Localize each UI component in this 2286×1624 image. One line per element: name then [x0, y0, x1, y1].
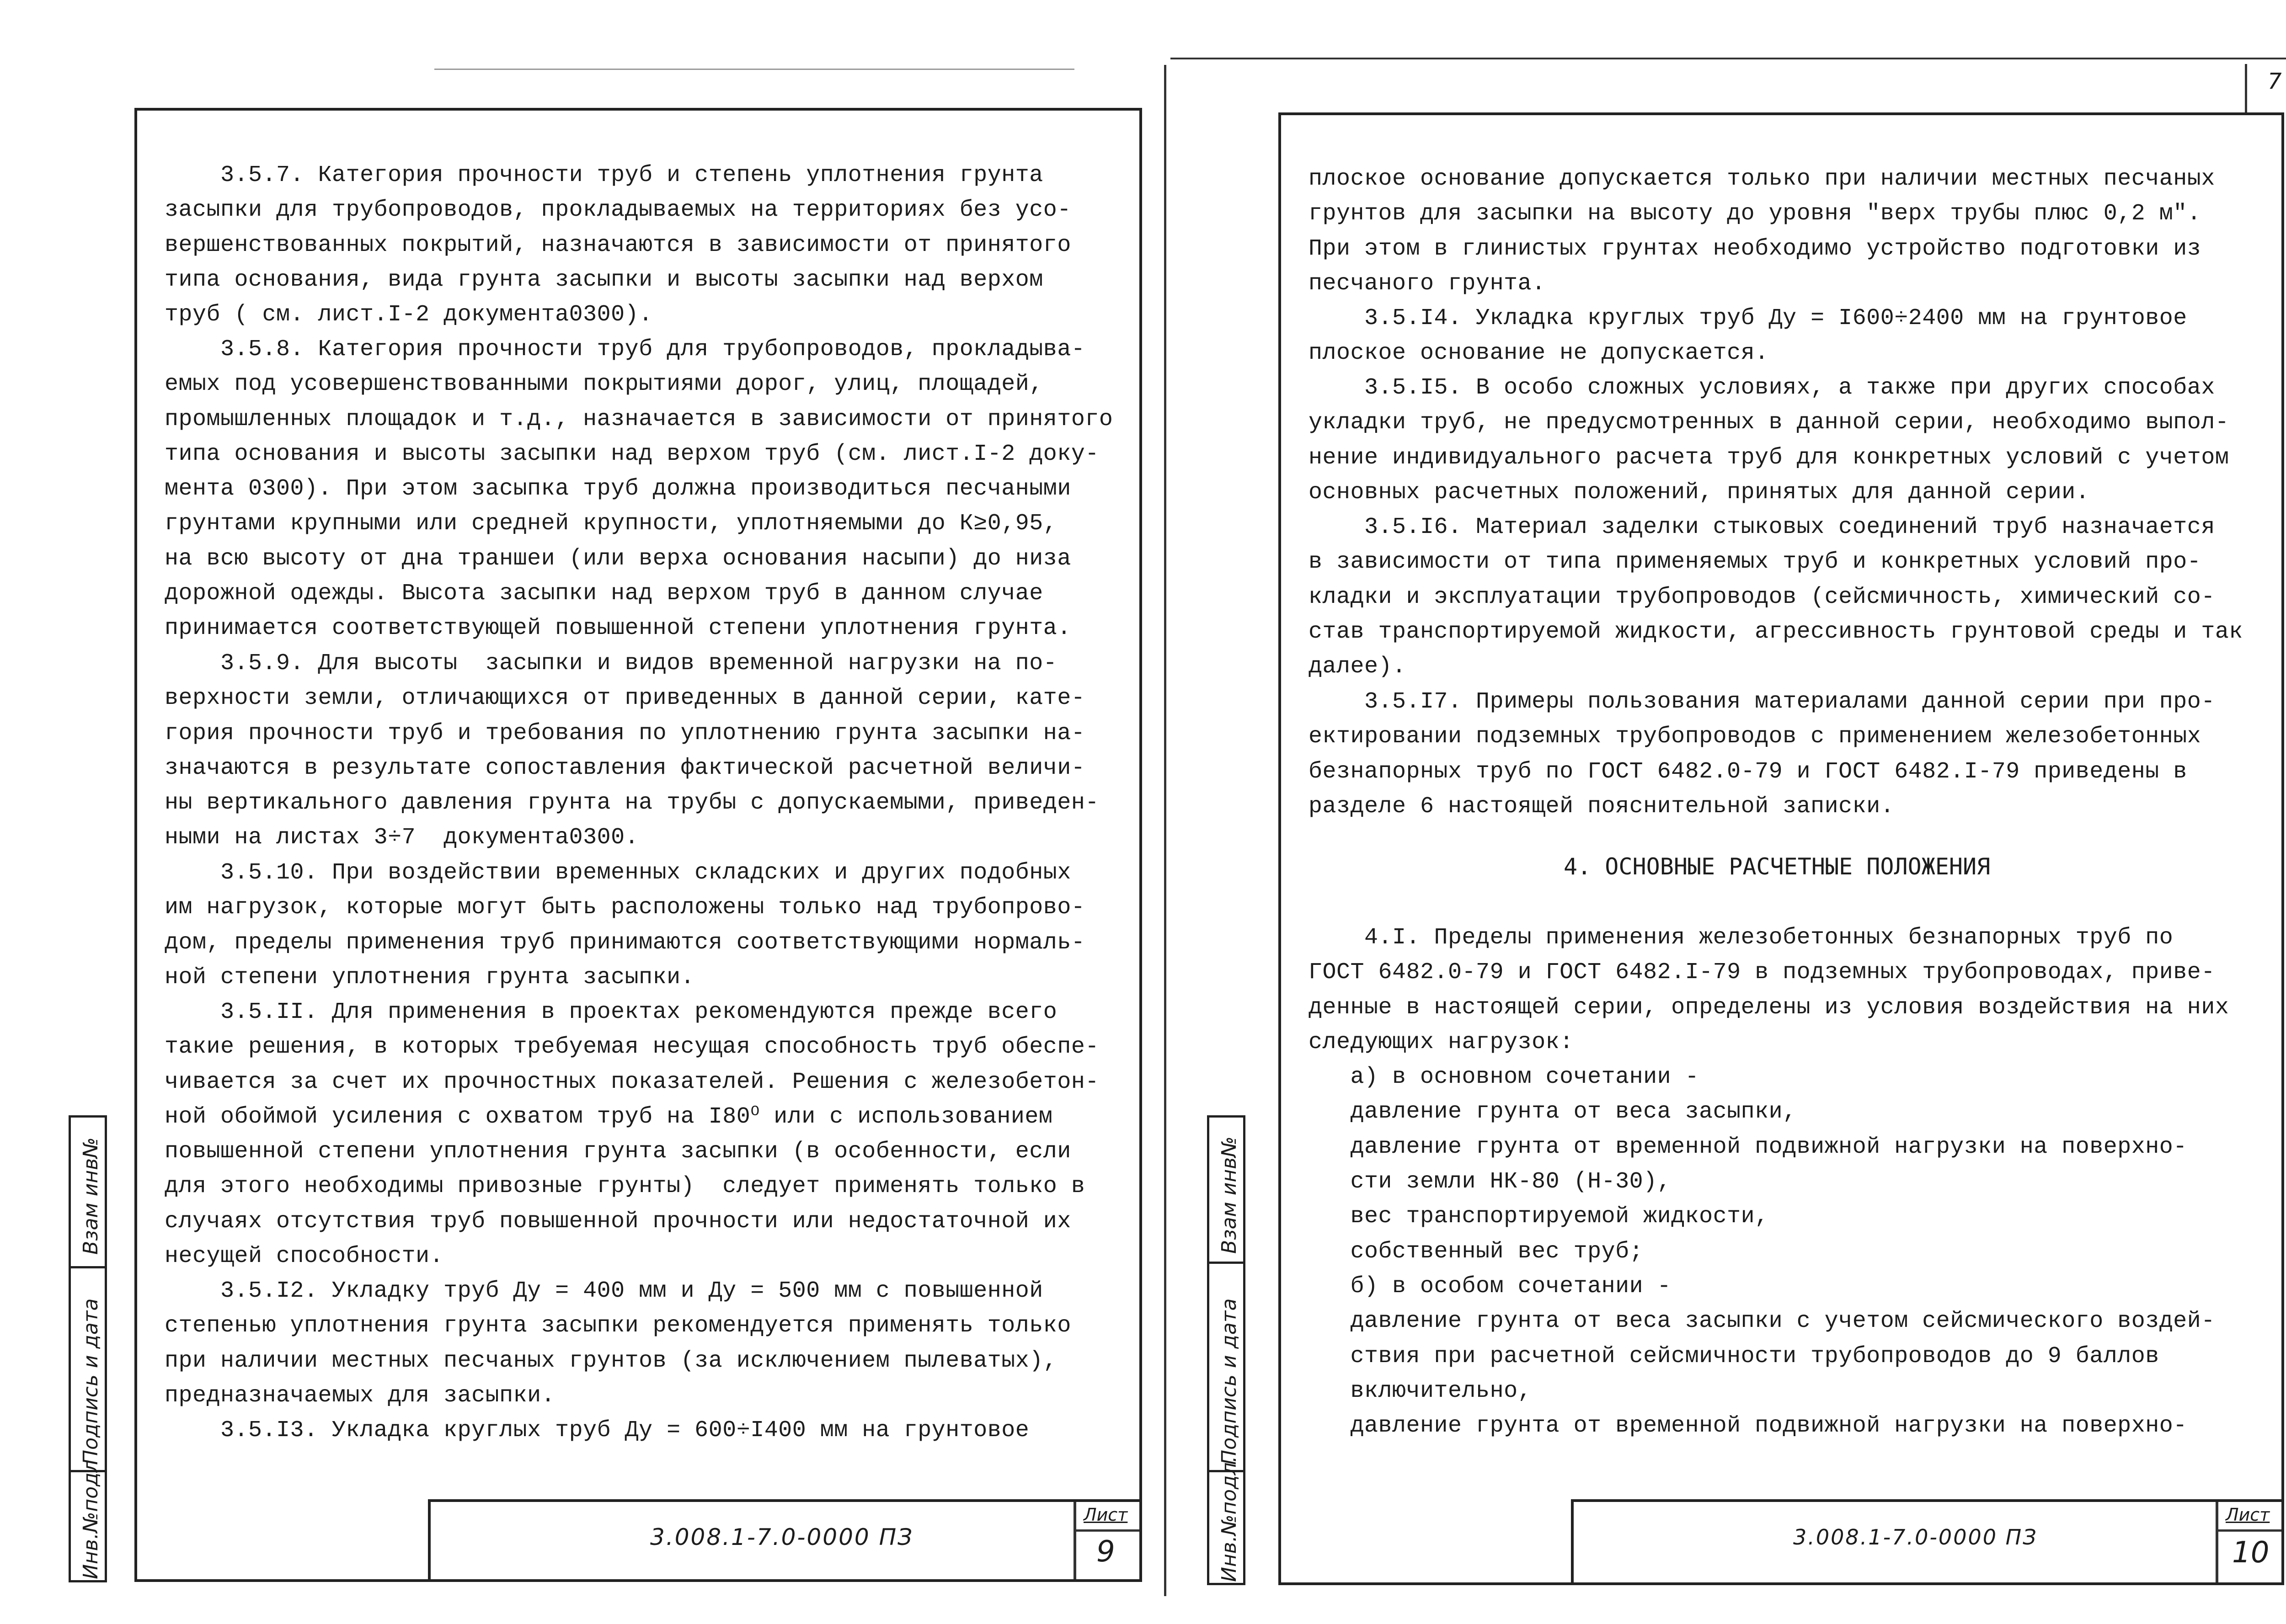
- paragraph-3-5-7: 3.5.7. Категория прочности труб и степень уплотнения грунта засыпки для трубопроводов, прокладываемых на территориях без усо- вершенствованных покрытий, назначаются в зависимости от принятого типа основания, вида грунта засыпки и высоты засыпки над верхом труб ( см. лист.I-2 документа0300).: [165, 162, 1071, 328]
- right-doc-code: 3.008.1-7.0-0000 ПЗ: [1793, 1525, 2038, 1549]
- paragraph-3-5-13: 3.5.I3. Укладка круглых труб Ду = 600÷I400 мм на грунтовое: [165, 1417, 1030, 1443]
- right-side-label-inventory: Инв.№подл.: [1218, 1456, 1241, 1582]
- left-side-label-inventory: Инв.№подл: [79, 1459, 102, 1579]
- paragraph-continued: плоское основание допускается только при наличии местных песчаных грунтов для засыпки на высоту до уровня "верх трубы плюс 0,2 м". При этом в глинистых грунтах необходимо устройство подготовки из песчаного грунта.: [1309, 166, 2215, 297]
- left-side-stamp: [69, 1115, 107, 1582]
- right-corner-mark: 7: [2268, 69, 2282, 94]
- left-sheet-label: Лист: [1084, 1505, 1128, 1525]
- paragraph-3-5-14: 3.5.I4. Укладка круглых труб Ду = I600÷2400 мм на грунтовое плоское основание не допускается.: [1309, 305, 2187, 367]
- right-sheet-number: 10: [2232, 1536, 2270, 1570]
- top-rule-left: [434, 69, 1074, 70]
- paragraph-3-5-10: 3.5.10. При воздействии временных складских и других подобных им нагрузок, которые могут быть расположены только над трубопрово- дом, пределы применения труб принимаются соответствующими нормаль- ной степени уплотнения грунта засыпки.: [165, 860, 1085, 990]
- left-title-block-label-line: [1076, 1529, 1139, 1532]
- right-side-label-replace: Взам инв№: [1218, 1136, 1241, 1254]
- corner-box-left: [2245, 64, 2247, 112]
- paragraph-3-5-9: 3.5.9. Для высоты засыпки и видов временной нагрузки на по- верхности земли, отличающихся от приведенных в данной серии, кате- гория прочности труб и требования по уплотнению грунта засыпки на- значаются в результате сопоставления фактической расчетной величи- ны вертикального давления грунта на трубы с допускаемыми, приведен- ными на листах 3÷7 документа0300.: [165, 650, 1099, 851]
- left-title-block-divider: [1074, 1502, 1076, 1579]
- right-title-block-label-line: [2218, 1529, 2281, 1532]
- left-sheet-number: 9: [1096, 1535, 1115, 1569]
- left-doc-code: 3.008.1-7.0-0000 ПЗ: [650, 1524, 914, 1550]
- left-side-label-replace: Взам инв№: [79, 1137, 102, 1255]
- paragraph-3-5-12: 3.5.I2. Укладку труб Ду = 400 мм и Ду = 500 мм с повышенной степенью уплотнения грунта засыпки рекомендуется применять только при наличии местных песчаных грунтов (за исключением пылеватых), предназначаемых для засыпки.: [165, 1278, 1071, 1409]
- right-side-label-signature: Подпись и дата: [1218, 1298, 1241, 1465]
- left-side-label-signature: Подпись и дата: [79, 1298, 102, 1465]
- paragraph-3-5-15: 3.5.I5. В особо сложных условиях, а также при других способах укладки труб, не предусмотренных в данной серии, необходимо выпол- нение индивидуального расчета труб для конкретных условий с учетом основных расчетных положений, принятых для данной серии.: [1309, 375, 2229, 506]
- paragraph-4-1: 4.I. Пределы применения железобетонных безнапорных труб по ГОСТ 6482.0-79 и ГОСТ 6482.I-79 в подземных трубопроводах, приве- денные в настоящей серии, определены из условия воздействия на них следующих нагрузок: а) в основном сочетании - давление грунта от веса засыпки, давление грунта от временной подвижной нагрузки на поверхно- сти земли НК-80 (Н-30), вес транспортируемой жидкости, собственный вес труб; б) в особом сочетании - давление грунта от веса засыпки с учетом сейсмического воздей- ствия при расчетной сейсмичности трубопроводов до 9 баллов включительно, давление грунта от временной подвижной нагрузки на поверхно-: [1309, 925, 2229, 1439]
- right-sheet-label: Лист: [2226, 1505, 2270, 1525]
- right-title-block: [1571, 1499, 2284, 1585]
- section-heading: 4. ОСНОВНЫЕ РАСЧЕТНЫЕ ПОЛОЖЕНИЯ: [1564, 853, 1991, 880]
- right-side-stamp: [1207, 1115, 1245, 1585]
- paragraph-3-5-16: 3.5.I6. Материал заделки стыковых соединений труб назначается в зависимости от типа применяемых труб и конкретных условий про- кладки и эксплуатации трубопроводов (сейсмичность, химический со- став транспортируемой жидкости, агрессивность грунтовой среды и так далее).: [1309, 514, 2243, 680]
- top-rule-right: [1170, 58, 2286, 59]
- paragraph-3-5-11: 3.5.II. Для применения в проектах рекомендуются прежде всего такие решения, в которых требуемая несущая способность труб обеспе- чивается за счет их прочностных показателей. Решения с железобетон- ной обоймой усиления с охватом труб на I80⁰ или с использованием повышенной степени уплотнения грунта засыпки (в особенности, если для этого необходимы привозные грунты) следует применять только в случаях отсутствия труб повышенной прочности или недостаточной их несущей способности.: [165, 999, 1099, 1270]
- spine-line: [1164, 65, 1166, 1596]
- paragraph-3-5-17: 3.5.I7. Примеры пользования материалами данной серии при про- ектировании подземных трубопроводов с применением железобетонных безнапорных труб по ГОСТ 6482.0-79 и ГОСТ 6482.I-79 приведены в разделе 6 настоящей пояснительной записки.: [1309, 689, 2215, 820]
- paragraph-3-5-8: 3.5.8. Категория прочности труб для трубопроводов, прокладыва- емых под усовершенствованными покрытиями дорог, улиц, площадей, промышленных площадок и т.д., назначается в зависимости от принятого типа основания и высоты засыпки над верхом труб (см. лист.I-2 доку- мента 0300). При этом засыпка труб должна производиться песчаными грунтами крупными или средней крупности, уплотняемыми до К≥0,95, на всю высоту от дна траншеи (или верха основания насыпи) до низа дорожной одежды. Высота засыпки над верхом труб в данном случае принимается соответствующей повышенной степени уплотнения грунта.: [165, 336, 1113, 642]
- right-title-block-divider: [2216, 1502, 2218, 1582]
- left-title-block: [428, 1499, 1142, 1582]
